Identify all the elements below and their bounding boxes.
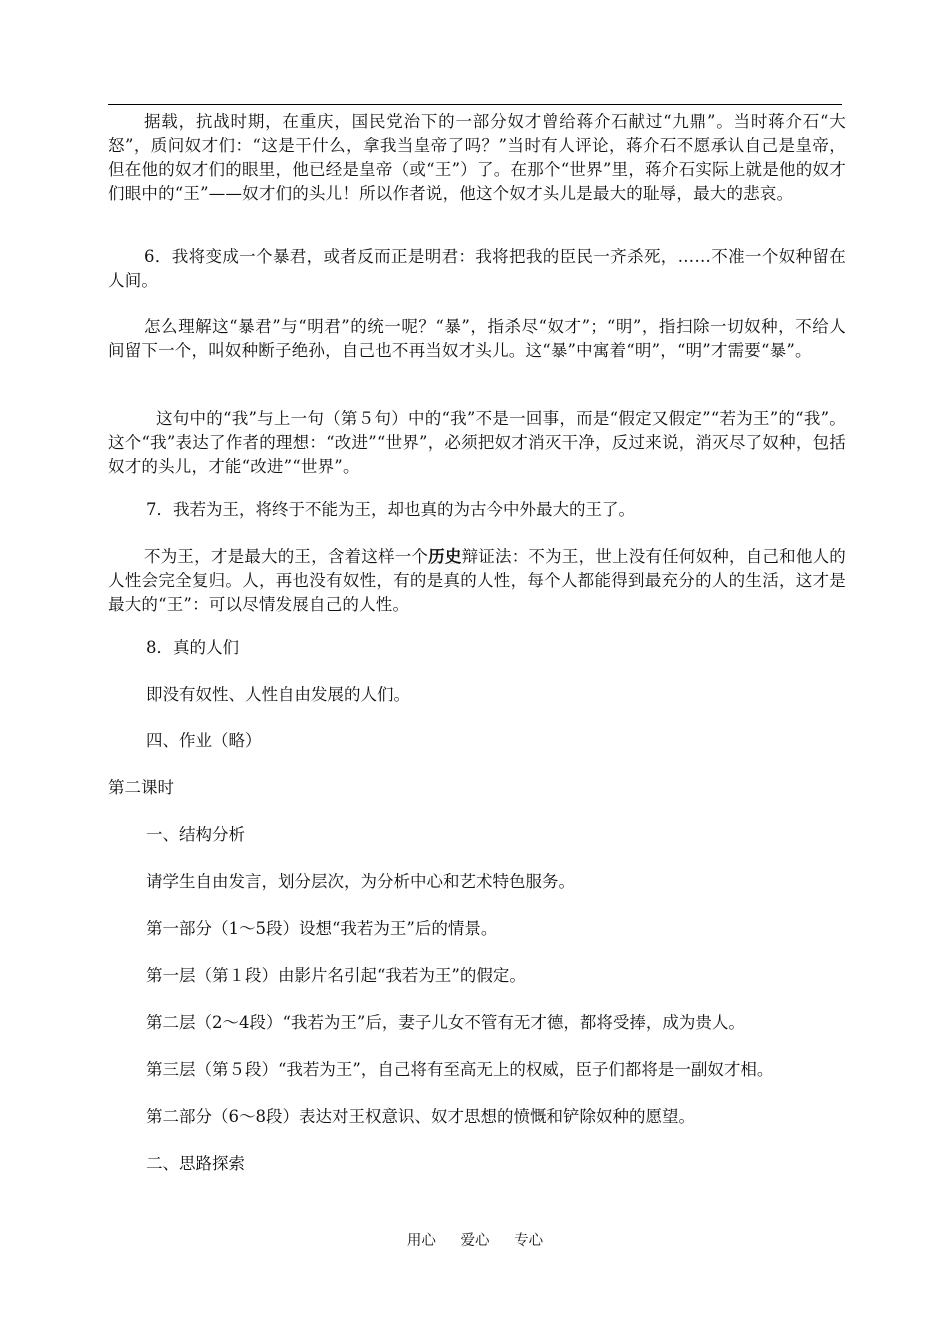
paragraph-tyrant-explanation: 怎么理解这“暴君”与“明君”的统一呢？“暴”，指杀尽“奴才”；“明”，指扫除一切奴种，不给人间留下一个，叫奴种断子绝孙，自己也不再当奴才头儿。这“暴”中寓着“明”，“明”才需要“暴”。 xyxy=(108,317,846,360)
history-keyword: 历史 xyxy=(428,547,462,566)
footer-word-2: 爱心 xyxy=(460,1233,490,1249)
paragraph-instruction: 请学生自由发言，划分层次，为分析中心和艺术特色服务。 xyxy=(146,872,575,891)
dialectics-text-after: 辩证法：不为王，世上没有任何奴种，自己和他人的人性会完全复归。人，再也没有奴性，有的是真的人性，每个人都能得到最充分的人的生活，这才是最大的“王”：可以尽情发展自己的人性。 xyxy=(108,547,846,614)
footer-word-1: 用心 xyxy=(406,1233,436,1249)
paragraph-item-6: 6．我将变成一个暴君，或者反而正是明君：我将把我的臣民一齐杀死，……不准一个奴种留在人间。 xyxy=(108,247,846,290)
lesson-heading: 第二课时 xyxy=(108,778,174,797)
header-rule xyxy=(108,104,842,105)
paragraph-wo-explanation: 这句中的“我”与上一句（第５句）中的“我”不是一回事，而是“假定又假定”“若为王”的“我”。这个“我”表达了作者的理想：“改进”“世界”，必须把奴才消灭干净，反过来说，消灭尽了奴种，包括奴才的头儿，才能“改进”“世界”。 xyxy=(108,409,846,476)
section-structure: 一、结构分析 xyxy=(146,825,245,844)
layer-one: 第一层（第１段）由影片名引起“我若为王”的假定。 xyxy=(146,966,526,985)
paragraph-item-8: 8．真的人们 xyxy=(146,638,239,657)
paragraph-dialectics xyxy=(108,545,846,617)
page-footer xyxy=(0,1229,950,1250)
part-one: 第一部分（1～5段）设想“我若为王”后的情景。 xyxy=(146,919,498,938)
section-homework: 四、作业（略） xyxy=(146,731,262,750)
paragraph-true-people: 即没有奴性、人性自由发展的人们。 xyxy=(146,685,410,704)
part-two: 第二部分（6～8段）表达对王权意识、奴才思想的愤慨和铲除奴种的愿望。 xyxy=(146,1107,695,1126)
paragraph-item-7: 7．我若为王，将终于不能为王，却也真的为古今中外最大的王了。 xyxy=(146,500,635,519)
layer-two: 第二层（2～4段）“我若为王”后，妻子儿女不管有无才德，都将受捧，成为贵人。 xyxy=(146,1013,745,1032)
dialectics-text-before: 不为王，才是最大的王，含着这样一个 xyxy=(144,547,429,566)
footer-word-3: 专心 xyxy=(514,1233,544,1249)
layer-three: 第三层（第５段）“我若为王”，自己将有至高无上的权威，臣子们都将是一副奴才相。 xyxy=(146,1060,774,1079)
paragraph-jiuding: 据载，抗战时期，在重庆，国民党治下的一部分奴才曾给蒋介石献过“九鼎”。当时蒋介石“大怒”，质问奴才们：“这是干什么，拿我当皇帝了吗？”当时有人评论，蒋介石不愿承认自己是皇帝，但在他的奴才们的眼里，他已经是皇帝（或“王”）了。在那个“世界”里，蒋介石实际上就是他的奴才们眼中的“王”——奴才们的头儿！所以作者说，他这个奴才头儿是最大的耻辱，最大的悲哀。 xyxy=(108,112,846,203)
section-thinking: 二、思路探索 xyxy=(146,1154,245,1173)
